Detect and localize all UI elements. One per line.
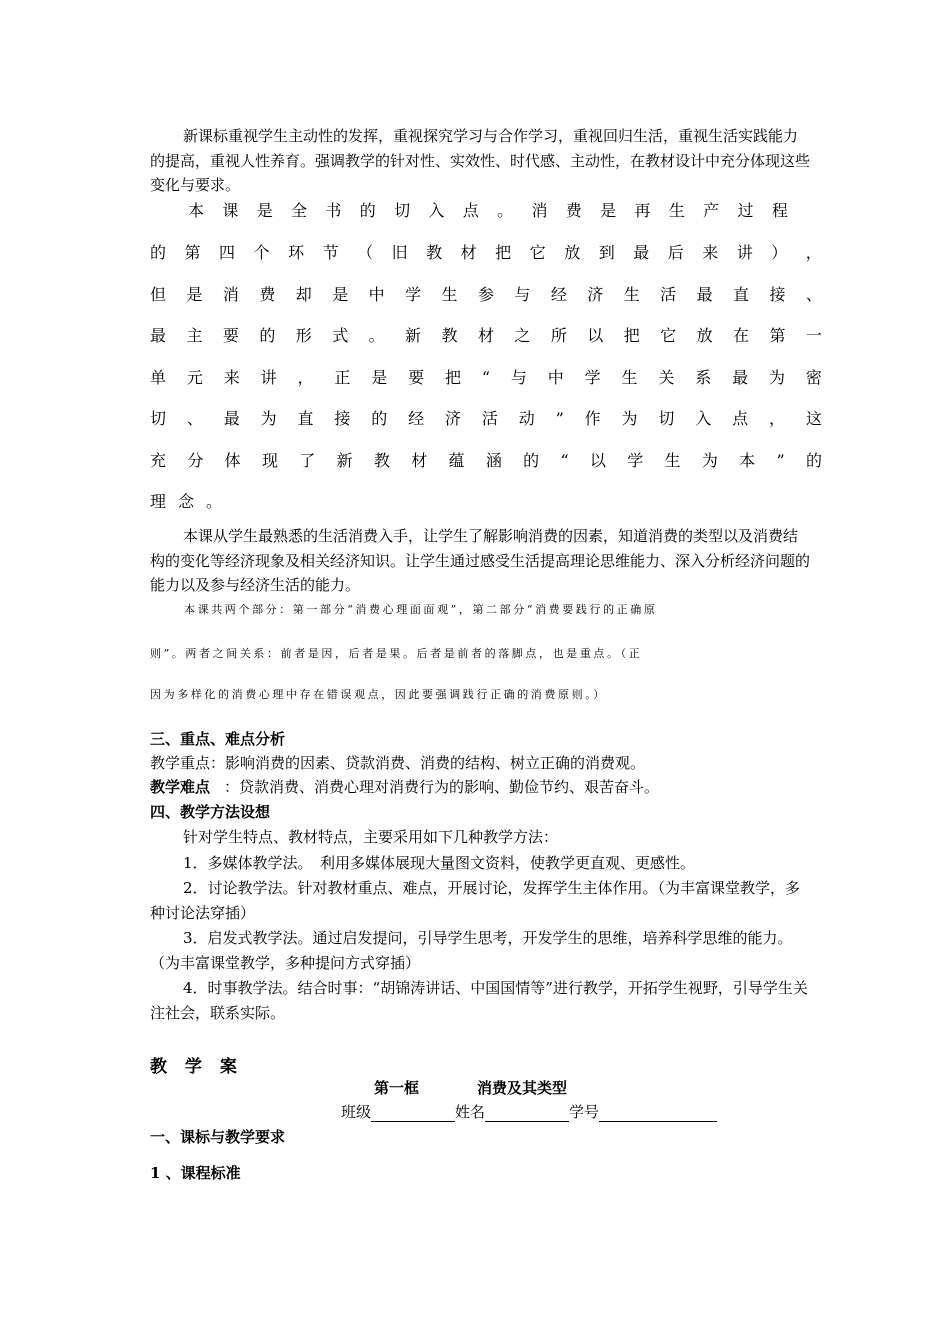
- method-1: 1．多媒体教学法。 利用多媒体展现大量图文资料，使教学更直观、更感性。: [183, 854, 696, 872]
- spaced-line: 最 主 要 的 形 式 。 新 教 材 之 所 以 把 它 放 在 第 一: [150, 326, 822, 345]
- lesson-frame: 第一框: [374, 1079, 420, 1097]
- spaced-line: 理 念 。: [150, 492, 222, 511]
- class-label: 班级: [341, 1103, 372, 1121]
- spaced-line: 切 、 最 为 直 接 的 经 济 活 动 ” 作 为 切 入 点 ， 这: [150, 409, 822, 428]
- difficulty-line: [150, 776, 659, 797]
- student-info-line: [341, 1101, 717, 1122]
- id-label: 学号: [569, 1103, 600, 1121]
- difficulty-label: 教学难点: [150, 778, 211, 796]
- small-line-1: 本课共两个部分：第一部分“消费心理面面观”，第二部分“消费要践行的正确原: [184, 603, 658, 616]
- key-points: 教学重点：影响消费的因素、贷款消费、消费的结构、树立正确的消费观。: [150, 754, 646, 772]
- intro-paragraph: 新课标重视学生主动性的发挥，重视探究学习与合作学习，重视回归生活，重视生活实践能力的提高，重视人性养育。强调教学的针对性、实效性、时代感、主动性，在教材设计中充分体现这些变化与要求。: [150, 127, 811, 194]
- plan-title: 教 学 案: [150, 1057, 243, 1077]
- methods-intro: 针对学生特点、教材特点，主要采用如下几种教学方法：: [183, 828, 559, 846]
- small-line-2: 则”。两者之间关系：前者是因，后者是果。后者是前者的落脚点，也是重点。（正: [150, 647, 643, 660]
- difficulty-text: ：贷款消费、消费心理对消费行为的影响、勤俭节约、艰苦奋斗。: [224, 778, 660, 796]
- spaced-line: 单 元 来 讲 ， 正 是 要 把 “ 与 中 学 生 关 系 最 为 密: [150, 368, 822, 387]
- plan-subsection-1: 1 、课程标准: [150, 1164, 241, 1182]
- paragraph-2: 本课从学生最熟悉的生活消费入手，让学生了解影响消费的因素，知道消费的类型以及消费结构的变化等经济现象及相关经济知识。让学生通过感受生活提高理论思维能力、深入分析经济问题的能力以及参与经济生活的能力。: [150, 527, 811, 594]
- section-3-heading: 三、重点、难点分析: [150, 730, 286, 748]
- spaced-line: 本 课 是 全 书 的 切 入 点 。 消 费 是 再 生 产 过 程: [188, 201, 788, 220]
- section-4-heading: 四、教学方法设想: [150, 803, 271, 821]
- name-label: 姓名: [455, 1103, 486, 1121]
- method-3: 3．启发式教学法。通过启发提问，引导学生思考，开发学生的思维，培养科学思维的能力。（为丰富课堂教学，多种提问方式穿插）: [150, 929, 793, 972]
- spaced-line: 的 第 四 个 环 节 （ 旧 教 材 把 它 放 到 最 后 来 讲 ） ，: [150, 243, 822, 262]
- method-2: 2．讨论教学法。针对教材重点、难点，开展讨论，发挥学生主体作用。（为丰富课堂教学，多种讨论法穿插）: [150, 879, 801, 922]
- id-blank[interactable]: [599, 1104, 717, 1122]
- small-line-3: 因为多样化的消费心理中存在错误观点，因此要强调践行正确的消费原则。）: [150, 688, 607, 701]
- class-blank[interactable]: [371, 1104, 455, 1122]
- plan-section-1: 一、课标与教学要求: [150, 1128, 286, 1146]
- spaced-line: 但 是 消 费 却 是 中 学 生 参 与 经 济 生 活 最 直 接 、: [150, 285, 822, 304]
- name-blank[interactable]: [485, 1104, 569, 1122]
- spaced-line: 充 分 体 现 了 新 教 材 蕴 涵 的 “ 以 学 生 为 本 ” 的: [150, 451, 822, 470]
- method-4: 4．时事教学法。结合时事：“胡锦涛讲话、中国国情等”进行教学，开拓学生视野，引导学生关注社会，联系实际。: [150, 979, 808, 1022]
- lesson-title: 消费及其类型: [477, 1079, 568, 1097]
